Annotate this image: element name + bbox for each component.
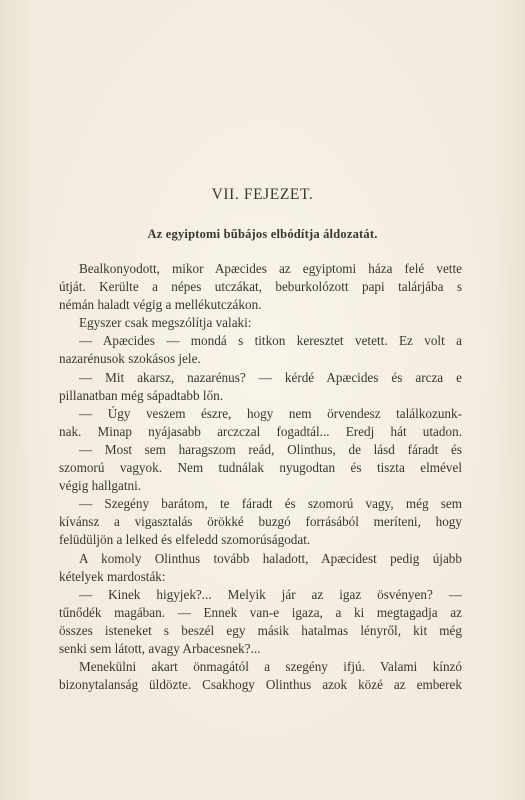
text-line: — Szegény barátom, te fáradt és szomorú vagy, még sem <box>79 496 462 512</box>
text-line: kételyek mardosták: <box>59 568 166 584</box>
text-line: kívánsz a vigasztalás örökké buzgó forrásából meríteni, hogy <box>59 514 462 530</box>
text-line: útját. Kerülte a népes utczákat, beburkolózott papi talárjába s <box>59 279 462 295</box>
text-line: senki sem látott, avagy Arbacesnek?... <box>59 640 261 656</box>
text-line: — Úgy veszem észre, hogy nem örvendesz találkozunk- <box>79 405 462 421</box>
text-line: bizonytalanság üldözte. Csakhogy Olinthus azok közé az emberek <box>59 677 462 693</box>
text-line: A komoly Olinthus tovább haladott, Apæcidest pedig újabb <box>79 550 462 566</box>
text-line: — Mit akarsz, nazarénus? — kérdé Apæcides és arcza e <box>79 369 462 385</box>
text-line: — Kinek higyjek?... Melyik jár az igaz ösvényen? — <box>79 586 462 602</box>
text-line: Bealkonyodott, mikor Apæcides az egyiptomi háza felé vette <box>79 261 462 276</box>
text-line: tűnődék magában. — Ennek van-e igaza, a ki megtagadja az <box>59 604 462 620</box>
chapter-subtitle: Az egyiptomi bűbájos elbódítja áldozatát. <box>147 227 378 241</box>
text-line: összes isteneket s beszél egy másik hatalmas lényről, kit még <box>59 622 462 638</box>
text-line: felüdüljön a lelked és elfeledd szomorúságodat. <box>59 532 311 548</box>
text-line: Egyszer csak megszólítja valaki: <box>79 315 252 331</box>
text-line: nazarénusok szokásos jele. <box>59 351 201 367</box>
text-line: nak. Minap nyájasabb arczczal fogadtál... Eredj hát utadon. <box>59 423 462 439</box>
text-line: végig hallgatni. <box>59 478 142 494</box>
text-line: némán haladt végig a mellékutczákon. <box>59 297 262 313</box>
text-line: szomorú vagyok. Nem tudnálak nyugodtan és tiszta elmével <box>59 460 462 476</box>
text-line: pillanatban még sápadtabb lőn. <box>59 387 224 403</box>
text-line: — Apæcides — mondá s titkon keresztet vetett. Ez volt a <box>79 333 462 349</box>
chapter-title: VII. FEJEZET. <box>211 186 314 203</box>
text-line: — Most sem haragszom reád, Olinthus, de lásd fáradt és <box>79 441 462 457</box>
body-text <box>59 260 462 694</box>
text-line: Menekülni akart önmagától a szegény ifjú. Valami kínzó <box>79 659 462 675</box>
